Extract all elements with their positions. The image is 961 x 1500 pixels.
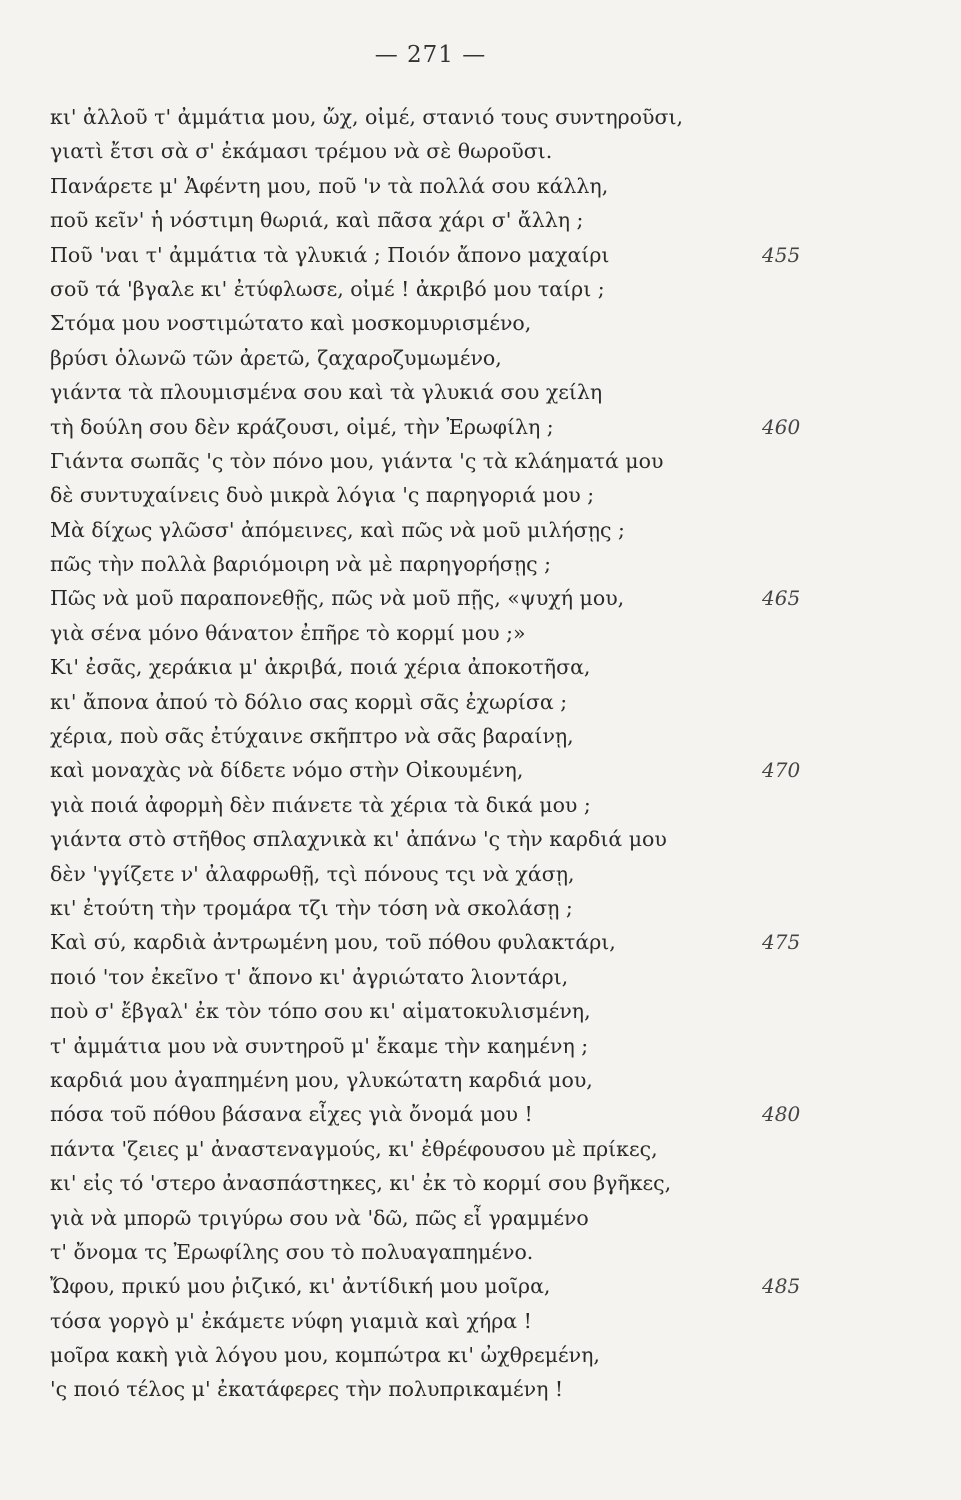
verse-text: Γιάντα σωπᾶς 'ς τὸν πόνο μου, γιάντα 'ς τὰ κλάηματά μου	[50, 448, 664, 473]
verse-text: κι' ἐτούτη τὴν τρομάρα τζι τὴν τόση νὰ σκολάσῃ ;	[50, 895, 573, 920]
verse-text: κι' εἰς τό 'στερο ἀνασπάστηκες, κι' ἐκ τὸ κορμί σου βγῆκες,	[50, 1171, 672, 1196]
line-number: 475	[762, 930, 801, 955]
verse-line	[50, 788, 820, 822]
verse-line	[50, 100, 820, 134]
verse-line	[50, 1063, 820, 1097]
verse-line	[50, 1097, 820, 1131]
verse-line	[50, 410, 820, 444]
verse-line	[50, 650, 820, 684]
verse-line	[50, 581, 820, 615]
verse-line	[50, 1166, 820, 1200]
verse-text: πῶς τὴν πολλὰ βαριόμοιρη νὰ μὲ παρηγορήσῃς ;	[50, 552, 552, 577]
verse-line	[50, 891, 820, 925]
verse-text: ποὺ σ' ἔβγαλ' ἐκ τὸν τόπο σου κι' αἱματοκυλισμένη,	[50, 999, 591, 1024]
verse-line	[50, 238, 820, 272]
verse-text: βρύσι ὁλωνῶ τῶν ἀρετῶ, ζαχαροζυμωμένο,	[50, 345, 502, 370]
line-number: 470	[762, 758, 801, 783]
verse-line	[50, 272, 820, 306]
verse-text: Ποῦ 'ναι τ' ἀμμάτια τὰ γλυκιά ; Ποιόν ἄπονο μαχαίρι	[50, 242, 610, 267]
verse-text: Πῶς νὰ μοῦ παραπονεθῇς, πῶς νὰ μοῦ πῇς, «ψυχή μου,	[50, 586, 625, 611]
poem-text	[50, 100, 820, 1407]
verse-line	[50, 685, 820, 719]
verse-text: Στόμα μου νοστιμώτατο καὶ μοσκομυρισμένο,	[50, 311, 532, 336]
verse-line	[50, 1201, 820, 1235]
verse-line	[50, 925, 820, 959]
verse-text: Μὰ δίχως γλῶσσ' ἀπόμεινες, καὶ πῶς νὰ μοῦ μιλήσῃς ;	[50, 517, 625, 542]
verse-line	[50, 1304, 820, 1338]
verse-text: γιὰ σένα μόνο θάνατον ἐπῆρε τὸ κορμί μου ;»	[50, 620, 526, 645]
verse-line	[50, 719, 820, 753]
verse-text: δὲ συντυχαίνεις δυὸ μικρὰ λόγια 'ς παρηγοριά μου ;	[50, 483, 595, 508]
verse-line	[50, 857, 820, 891]
verse-line	[50, 994, 820, 1028]
verse-text: μοῖρα κακὴ γιὰ λόγου μου, κομπώτρα κι' ὠχθρεμένη,	[50, 1343, 600, 1368]
verse-line	[50, 822, 820, 856]
verse-line	[50, 1269, 820, 1303]
verse-line	[50, 1338, 820, 1372]
verse-line	[50, 513, 820, 547]
verse-text: ποιό 'τον ἐκεῖνο τ' ἄπονο κι' ἀγριώτατο λιοντάρι,	[50, 964, 569, 989]
verse-text: σοῦ τά 'βγαλε κι' ἐτύφλωσε, οἰμέ ! ἀκριβό μου ταίρι ;	[50, 276, 605, 301]
verse-text: πάντα 'ζειες μ' ἀναστεναγμούς, κι' ἐθρέφουσου μὲ πρίκες,	[50, 1136, 658, 1161]
verse-line	[50, 960, 820, 994]
verse-line	[50, 203, 820, 237]
line-number: 465	[762, 586, 801, 611]
verse-line	[50, 1132, 820, 1166]
verse-text: χέρια, ποὺ σᾶς ἐτύχαινε σκῆπτρο νὰ σᾶς βαραίνῃ,	[50, 724, 574, 749]
verse-text: Καὶ σύ, καρδιὰ ἀντρωμένη μου, τοῦ πόθου φυλακτάρι,	[50, 930, 616, 955]
verse-line	[50, 444, 820, 478]
verse-line	[50, 478, 820, 512]
line-number: 460	[762, 414, 801, 439]
verse-text: Πανάρετε μ' Ἀφέντη μου, ποῦ 'ν τὰ πολλά σου κάλλη,	[50, 173, 609, 198]
verse-line	[50, 616, 820, 650]
verse-line	[50, 1029, 820, 1063]
verse-text: γιάντα στὸ στῆθος σπλαχνικὰ κι' ἀπάνω 'ς τὴν καρδιά μου	[50, 827, 667, 852]
verse-line	[50, 753, 820, 787]
verse-text: γιατὶ ἔτσι σὰ σ' ἐκάμασι τρέμου νὰ σὲ θωροῦσι.	[50, 139, 553, 164]
page-number: — 271 —	[374, 42, 487, 68]
verse-line	[50, 547, 820, 581]
line-number: 485	[762, 1274, 801, 1299]
verse-text: καὶ μοναχὰς νὰ δίδετε νόμο στὴν Οἰκουμένη,	[50, 758, 524, 783]
verse-line	[50, 134, 820, 168]
verse-text: 'ς ποιό τέλος μ' ἐκατάφερες τὴν πολυπρικαμένη !	[50, 1377, 564, 1402]
verse-text: γιὰ ποιά ἀφορμὴ δὲν πιάνετε τὰ χέρια τὰ δικά μου ;	[50, 792, 591, 817]
verse-line	[50, 1235, 820, 1269]
verse-line	[50, 375, 820, 409]
line-number: 480	[762, 1102, 801, 1127]
verse-text: Κι' ἐσᾶς, χεράκια μ' ἀκριβά, ποιά χέρια ἀποκοτῆσα,	[50, 655, 591, 680]
verse-text: καρδιά μου ἀγαπημένη μου, γλυκώτατη καρδιά μου,	[50, 1067, 593, 1092]
verse-text: κι' ἀλλοῦ τ' ἀμμάτια μου, ὤχ, οἰμέ, στανιό τους συντηροῦσι,	[50, 105, 684, 129]
verse-text: τ' ἀμμάτια μου νὰ συντηροῦ μ' ἔκαμε τὴν καημένη ;	[50, 1033, 589, 1058]
verse-line	[50, 1372, 820, 1406]
verse-text: Ὤφου, πρικύ μου ῥιζικό, κι' ἀντίδική μου μοῖρα,	[50, 1274, 551, 1299]
verse-line	[50, 169, 820, 203]
verse-text: τόσα γοργὸ μ' ἐκάμετε νύφη γιαμιὰ καὶ χήρα !	[50, 1308, 532, 1333]
verse-text: γιάντα τὰ πλουμισμένα σου καὶ τὰ γλυκιά σου χείλη	[50, 380, 603, 405]
verse-line	[50, 306, 820, 340]
verse-text: τὴ δούλη σου δὲν κράζουσι, οἰμέ, τὴν Ἐρωφίλη ;	[50, 414, 554, 439]
verse-text: τ' ὄνομα τς Ἐρωφίλης σου τὸ πολυαγαπημένο.	[50, 1239, 534, 1264]
verse-text: κι' ἄπονα ἀπού τὸ δόλιο σας κορμὶ σᾶς ἐχωρίσα ;	[50, 689, 568, 714]
verse-text: πόσα τοῦ πόθου βάσανα εἶχες γιὰ ὄνομά μου !	[50, 1102, 533, 1127]
verse-text: ποῦ κεῖν' ἡ νόστιμη θωριά, καὶ πᾶσα χάρι σ' ἄλλη ;	[50, 208, 584, 233]
line-number: 455	[762, 242, 801, 267]
verse-text: γιὰ νὰ μπορῶ τριγύρω σου νὰ 'δῶ, πῶς εἶ γραμμένο	[50, 1205, 589, 1230]
verse-text: δὲν 'γγίζετε ν' ἀλαφρωθῇ, τςὶ πόνους τςι νὰ χάσῃ,	[50, 861, 575, 886]
verse-line	[50, 341, 820, 375]
